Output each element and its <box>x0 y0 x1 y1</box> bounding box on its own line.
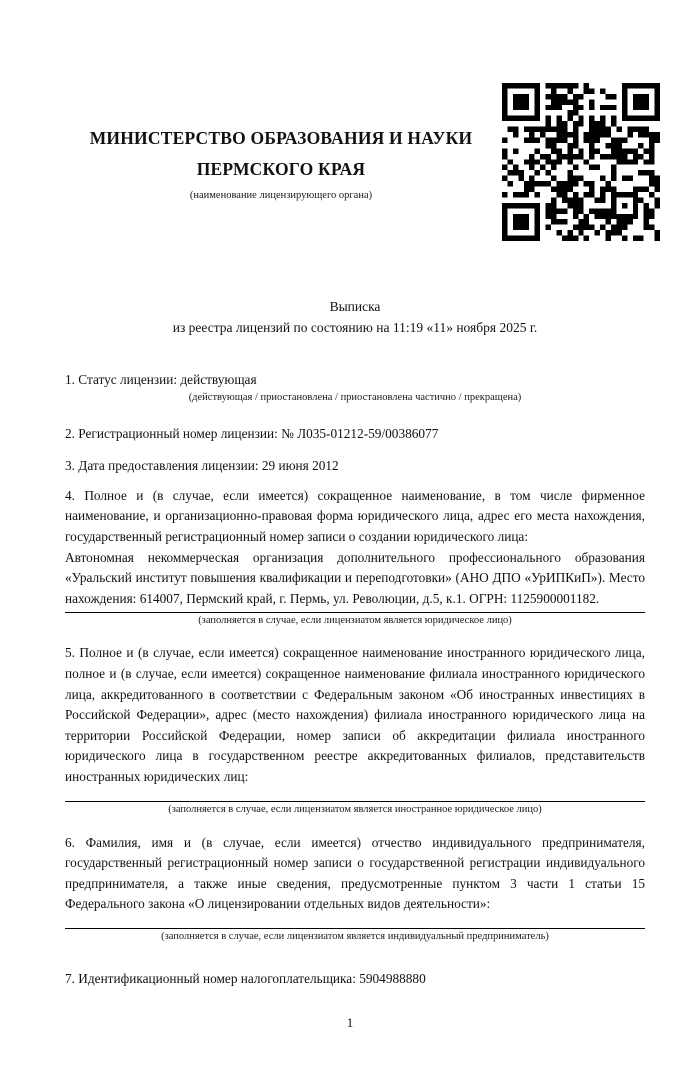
individual-entrepreneur-heading: 6. Фамилия, имя и (в случае, если имеется) отчество индивидуального предпринимателя, государственный регистрационный номер записи о государственной регистрации индивидуального предпринимателя, а также иные сведения, предусмотренные пунктом 3 части 1 статьи 15 Федерального закона «О лицензировании отдельных видов деятельности»: <box>65 834 645 912</box>
taxpayer-number-text: 7. Идентификационный номер налогоплательщика: 5904988880 <box>65 970 426 986</box>
licensing-authority-block <box>65 83 497 201</box>
foreign-entity-caption: (заполняется в случае, если лицензиатом является иностранное юридическое лицо) <box>168 803 542 815</box>
document-page <box>0 83 700 989</box>
ministry-caption: (наименование лицензирующего органа) <box>189 190 373 201</box>
foreign-entity-rule <box>65 801 645 802</box>
individual-entrepreneur-rule <box>65 928 645 929</box>
legal-entity-caption: (заполняется в случае, если лицензиатом является юридическое лицо) <box>198 615 512 627</box>
section-legal-entity <box>65 486 645 629</box>
ministry-name-line1: МИНИСТЕРСТВО ОБРАЗОВАНИЯ И НАУКИ <box>89 128 473 148</box>
legal-entity-rule <box>65 612 645 613</box>
license-status-text: 1. Статус лицензии: действующая <box>65 372 257 387</box>
registration-number-text: 2. Регистрационный номер лицензии: № Л035-01212-59/00386077 <box>65 425 439 441</box>
document-header <box>65 83 645 241</box>
license-status-caption: (действующая / приостановлена / приостановлена частично / прекращена) <box>188 391 522 403</box>
qr-code-icon <box>502 83 660 241</box>
document-title <box>65 297 645 338</box>
section-taxpayer-number <box>65 969 645 990</box>
document-title-line2: из реестра лицензий по состоянию на 11:19 «11» ноября 2025 г. <box>172 319 538 335</box>
foreign-entity-heading: 5. Полное и (в случае, если имеется) сокращенное наименование иностранного юридического лица, полное и (в случае, если имеется) сокращенное наименование филиала иностранного юридического лица, аккредитованного в соответствии с Федеральным законом «Об иностранных инвестициях в Российской Федерации», адрес (место нахождения) филиала иностранного юридического лица на территории Российской Федерации, номер записи об аккредитации филиала иностранного юридического лица в государственном реестре аккредитованных филиалов, представительств иностранных юридических лиц: <box>65 645 645 784</box>
section-license-status <box>65 370 645 405</box>
document-title-line1: Выписка <box>329 299 381 314</box>
section-individual-entrepreneur <box>65 833 645 944</box>
individual-entrepreneur-caption: (заполняется в случае, если лицензиатом является индивидуальный предприниматель) <box>161 930 549 942</box>
section-license-date <box>65 456 645 477</box>
legal-entity-heading: 4. Полное и (в случае, если имеется) сокращенное наименование, в том числе фирменное наименование, и организационно-правовая форма юридического лица, адрес его места нахождения, государственный регистрационный номер записи о создании юридического лица: <box>65 487 645 544</box>
page-number: 1 <box>346 1015 354 1030</box>
ministry-name-line2: ПЕРМСКОГО КРАЯ <box>196 159 366 179</box>
section-foreign-entity <box>65 643 645 816</box>
license-date-text: 3. Дата предоставления лицензии: 29 июня 2012 <box>65 458 339 474</box>
section-registration-number <box>65 424 645 445</box>
legal-entity-value: Автономная некоммерческая организация дополнительного профессионального образования «Уральский институт повышения квалификации и переподготовки» (АНО ДПО «УрИПКиП»). Место нахождения: 614007, Пермский край, г. Пермь, ул. Революции, д.5, к.1. ОГРН: 1125900001182. <box>65 549 645 606</box>
